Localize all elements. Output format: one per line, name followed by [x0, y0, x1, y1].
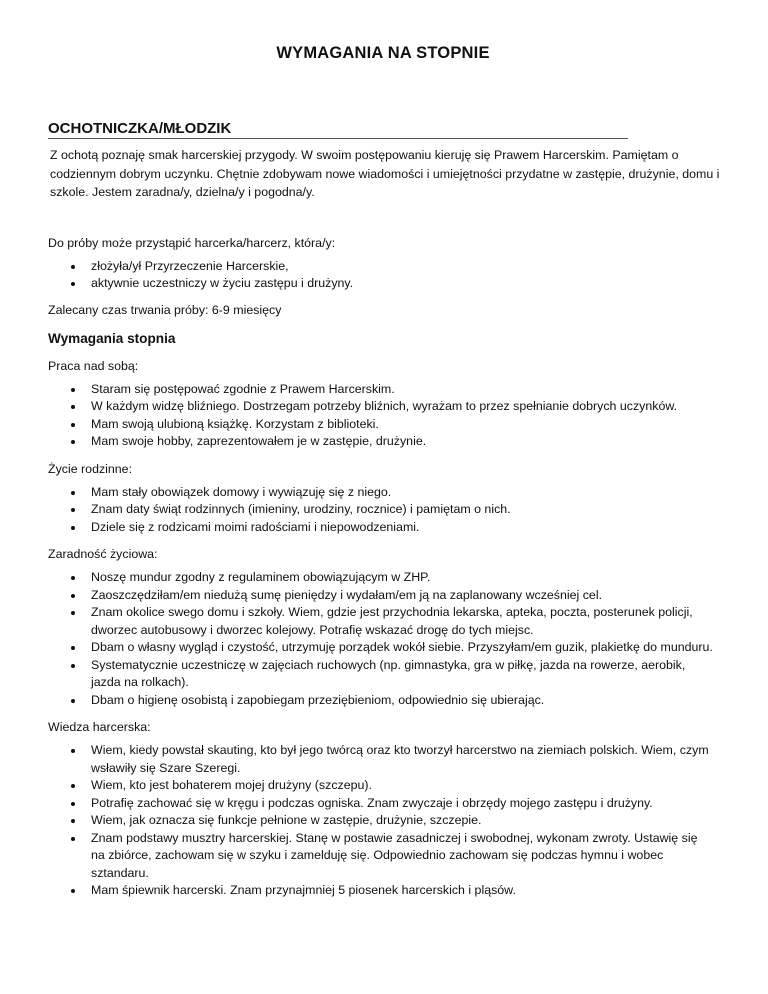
duration-text: Zalecany czas trwania próby: 6-9 miesięcy: [48, 302, 282, 317]
bullet-icon: [71, 491, 75, 495]
list-item: [48, 501, 713, 519]
bullet-icon: [71, 440, 75, 444]
requirements-heading: Wymagania stopnia: [48, 330, 176, 346]
category-label-wiedza: Wiedza harcerska:: [48, 720, 151, 734]
list-item-text: Wiem, kiedy powstał skauting, kto był jego twórcą oraz kto tworzył harcerstwo na ziemiach polskich. Wiem, czym wsławiły się Szare Szeregi.: [91, 743, 709, 775]
list-item-text: Dbam o higienę osobistą i zapobiegam przeziębieniom, odpowiednio się ubierając.: [91, 692, 545, 707]
list-item-text: Noszę mundur zgodny z regulaminem obowiązującym w ZHP.: [91, 570, 431, 584]
list-item: [48, 587, 713, 605]
bullet-icon: [71, 819, 75, 823]
list-item-text: Dziele się z rodzicami moimi radościami i niepowodzeniami.: [91, 519, 420, 534]
list-item-text: Staram się postępować zgodnie z Prawem Harcerskim.: [91, 381, 395, 396]
category-list-zycie: [48, 484, 718, 537]
bullet-icon: [71, 749, 75, 753]
list-item-text: Znam podstawy musztry harcerskiej. Stanę w postawie zasadniczej i swobodnej, wykonam zwroty. Ustawię się na zbiórce, zachowam się w szyku i zamelduję się. Odpowiednio zachowam się podczas hymnu i wobec sztandaru.: [91, 830, 698, 880]
category-label-praca: Praca nad sobą:: [48, 358, 139, 373]
bullet-icon: [71, 405, 75, 409]
list-item: [48, 275, 713, 293]
document-title: WYMAGANIA NA STOPNIE: [276, 44, 490, 62]
list-item: [48, 639, 713, 657]
category-list-wiedza: [48, 742, 718, 900]
list-item-text: Mam swoją ulubioną książkę. Korzystam z biblioteki.: [91, 416, 379, 431]
list-item: [48, 433, 713, 451]
bullet-icon: [71, 664, 75, 668]
bullet-icon: [71, 889, 75, 893]
list-item: [48, 258, 713, 276]
bullet-icon: [71, 802, 75, 806]
list-item-text: Znam daty świąt rodzinnych (imieniny, urodziny, rocznice) i pamiętam o nich.: [91, 502, 511, 516]
list-item: [48, 657, 713, 692]
list-item: [48, 416, 713, 434]
list-item-text: Mam swoje hobby, zaprezentowałem je w zastępie, drużynie.: [91, 434, 427, 448]
bullet-icon: [71, 265, 75, 269]
list-item: [48, 519, 713, 537]
bullet-icon: [71, 611, 75, 615]
bullet-icon: [71, 784, 75, 788]
bullet-icon: [71, 508, 75, 512]
list-item: [48, 484, 713, 502]
intro-paragraph: Z ochotą poznaję smak harcerskiej przygody. W swoim postępowaniu kieruję się Prawem Harcerskim. Pamiętam o codziennym dobrym uczynku. Chętnie zdobywam nowe wiadomości i umiejętności przydatne w zastępie, drużynie, domu i szkole. Jestem zaradna/y, dzielna/y i pogodna/y.: [50, 148, 720, 199]
bullet-icon: [71, 699, 75, 703]
list-item-text: W każdym widzę bliźniego. Dostrzegam potrzeby bliźnich, wyrażam to przez spełnianie dobrych uczynków.: [91, 399, 678, 413]
list-item: [48, 777, 713, 795]
list-item: [48, 381, 713, 399]
section-heading: OCHOTNICZKA/MŁODZIK: [48, 63, 628, 139]
category-list-praca: [48, 381, 718, 451]
bullet-icon: [71, 423, 75, 427]
bullet-icon: [71, 282, 75, 286]
list-item-text: Mam śpiewnik harcerski. Znam przynajmniej 5 piosenek harcerskich i pląsów.: [91, 883, 516, 897]
list-item: [48, 882, 713, 900]
bullet-icon: [71, 594, 75, 598]
bullet-icon: [71, 646, 75, 650]
list-item-text: aktywnie uczestniczy w życiu zastępu i drużyny.: [91, 276, 354, 290]
bullet-icon: [71, 526, 75, 530]
list-item: [48, 830, 713, 883]
list-item: [48, 569, 713, 587]
list-item: [48, 795, 713, 813]
list-item-text: Wiem, jak oznacza się funkcje pełnione w zastępie, drużynie, szczepie.: [91, 813, 482, 827]
list-item-text: Dbam o własny wygląd i czystość, utrzymuję porządek wokół siebie. Przyszyłam/em guzik, plakietkę do munduru.: [91, 640, 713, 654]
category-list-zaradnosc: [48, 569, 718, 709]
list-item: [48, 604, 713, 639]
list-item: [48, 742, 713, 777]
list-item-text: Zaoszczędziłam/em niedużą sumę pieniędzy i wydałam/em ją na zaplanowany wcześniej cel.: [91, 587, 603, 602]
list-item: [48, 812, 713, 830]
list-item-text: Mam stały obowiązek domowy i wywiązuję się z niego.: [91, 484, 392, 499]
category-label-zaradnosc: Zaradność życiowa:: [48, 547, 158, 561]
list-item-text: Systematycznie uczestniczę w zajęciach ruchowych (np. gimnastyka, gra w piłkę, jazda na rowerze, aerobik, jazda na rolkach).: [91, 657, 686, 689]
list-item-text: złożyła/ył Przyrzeczenie Harcerskie,: [91, 258, 289, 273]
list-item: [48, 692, 713, 710]
list-item-text: Potrafię zachować się w kręgu i podczas ogniska. Znam zwyczaje i obrzędy mojego zastępu i drużyny.: [91, 795, 653, 810]
list-item-text: Wiem, kto jest bohaterem mojej drużyny (szczepu).: [91, 778, 372, 792]
eligibility-list: [48, 258, 718, 293]
bullet-icon: [71, 837, 75, 841]
bullet-icon: [71, 576, 75, 580]
list-item: [48, 398, 713, 416]
eligibility-label: Do próby może przystąpić harcerka/harcerz, która/y:: [48, 235, 336, 250]
bullet-icon: [71, 388, 75, 392]
category-label-zycie: Życie rodzinne:: [48, 461, 133, 476]
list-item-text: Znam okolice swego domu i szkoły. Wiem, gdzie jest przychodnia lekarska, apteka, poczta, posterunek policji, dworzec autobusowy i dworzec kolejowy. Potrafię wskazać drogę do tych miejsc.: [91, 605, 693, 637]
